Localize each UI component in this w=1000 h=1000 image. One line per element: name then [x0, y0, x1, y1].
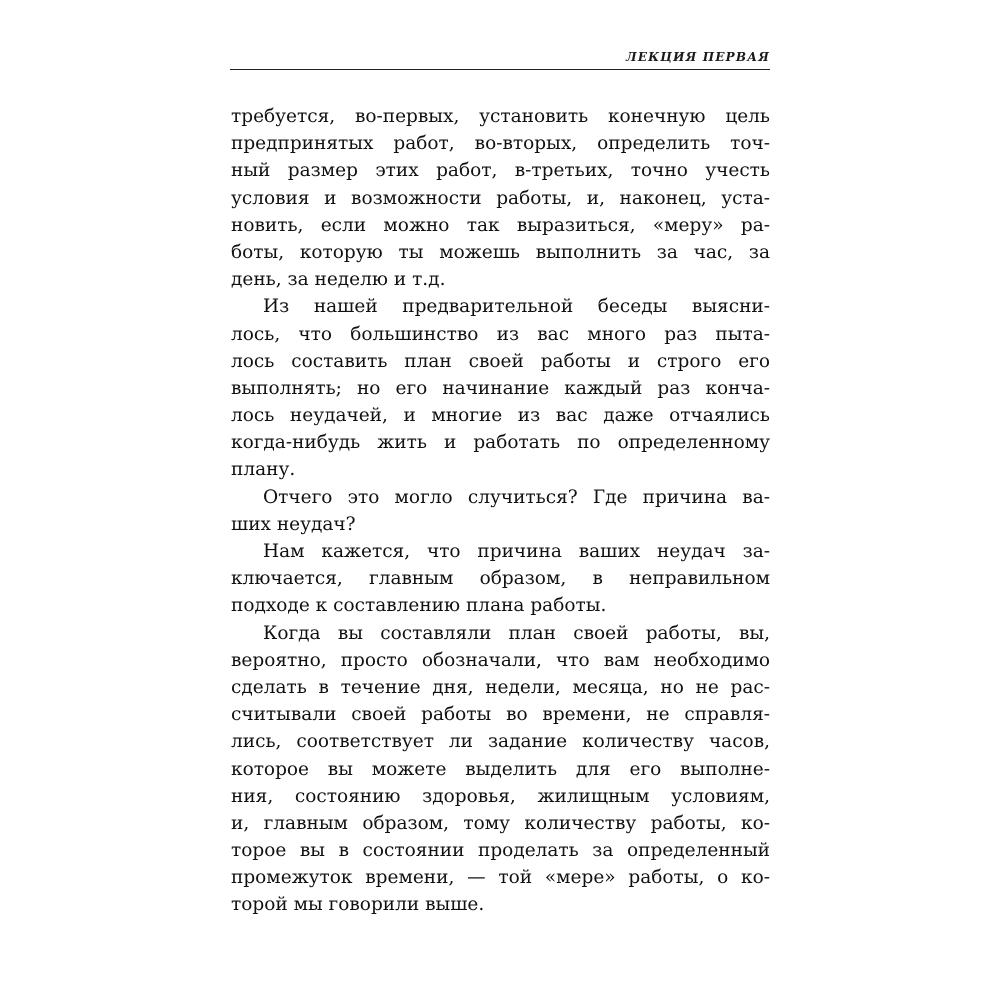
text-line: лись, соответствует ли задание количеству часов,	[231, 731, 770, 753]
text-line: Когда вы составляли план своей работы, вы,	[263, 622, 770, 644]
paragraph	[231, 620, 770, 919]
text-line: Нам кажется, что причина ваших неудач за-	[263, 541, 770, 562]
text-line: лось неудачей, и многие из вас даже отчаялись	[231, 405, 770, 427]
text-line: боты, которую ты можешь выполнить за час, за	[231, 241, 770, 263]
text-line: подходе к составлению плана работы.	[231, 595, 607, 617]
text-line: новить, если можно так выразиться, «меру» ра-	[231, 214, 770, 236]
running-head: ЛЕКЦИЯ ПЕРВАЯ	[626, 50, 770, 64]
paragraph	[231, 103, 770, 293]
header-rule	[230, 69, 770, 70]
text-line: ный размер этих работ, в-третьих, точно учесть	[231, 160, 770, 182]
paragraph	[231, 538, 770, 620]
body-text	[231, 103, 770, 919]
text-line: ключается, главным образом, в неправильном	[231, 568, 770, 590]
text-line: условия и возможности работы, и, наконец, уста-	[231, 187, 770, 209]
text-line: лось, что большинство из вас много раз пыта-	[231, 323, 770, 345]
text-line: Из нашей предварительной беседы выясни-	[263, 296, 770, 318]
text-line: считывали своей работы во времени, не справля-	[231, 704, 770, 726]
paragraph	[231, 484, 770, 538]
text-line: промежуток времени, — той «мере» работы, о ко-	[231, 867, 770, 889]
text-line: лось составить план своей работы и строго его	[231, 350, 770, 372]
text-line: ших неудач?	[231, 513, 356, 535]
text-line: торое вы в состоянии проделать за определенный	[231, 840, 770, 862]
text-line: которое вы можете выделить для его выполне-	[231, 758, 770, 780]
text-line: сделать в течение дня, недели, месяца, но не рас-	[231, 676, 770, 698]
text-line: предпринятых работ, во-вторых, определить точ-	[231, 133, 770, 155]
text-line: плану.	[231, 459, 296, 481]
text-line: торой мы говорили выше.	[231, 894, 485, 916]
text-line: когда-нибудь жить и работать по определенному	[231, 432, 770, 454]
text-line: вероятно, просто обозначали, что вам необходимо	[231, 649, 770, 671]
paragraph	[231, 293, 770, 483]
text-line: день, за неделю и т.д.	[231, 269, 446, 291]
text-line: требуется, во-первых, установить конечную цель	[231, 106, 770, 127]
text-line: выполнять; но его начинание каждый раз конча-	[231, 377, 770, 399]
text-line: и, главным образом, тому количеству работы, ко-	[231, 812, 770, 834]
text-line: ния, состоянию здоровья, жилищным условиям,	[231, 785, 770, 807]
text-line: Отчего это могло случиться? Где причина ва-	[263, 486, 770, 508]
